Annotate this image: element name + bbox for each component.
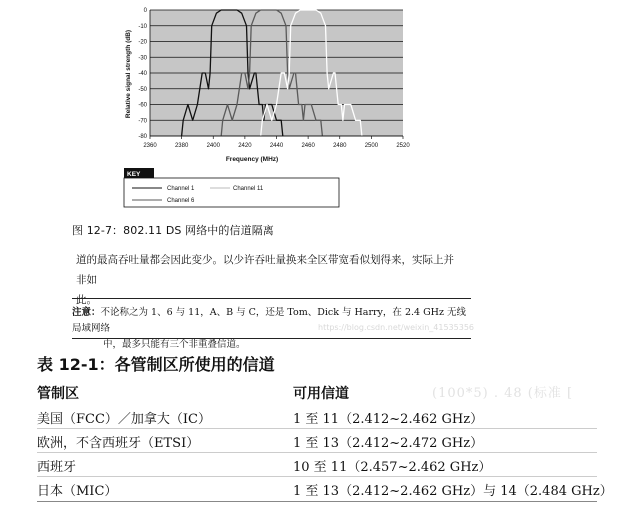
table-cell-region: 西班牙 [37, 460, 77, 475]
note-line: 不论称之为 1、6 与 11，A、B 与 C，还是 Tom、Dick 与 Harry，在 2.4 GHz 无线局域网络 [72, 307, 466, 334]
x-tick-label: 2380 [174, 143, 189, 149]
y-tick-label: 0 [143, 8, 147, 14]
table-cell-channels: 1 至 13（2.412~2.472 GHz） [293, 436, 484, 451]
table-row-separator [37, 476, 597, 477]
legend-key [124, 168, 339, 207]
table-header-channels: 可用信道 [293, 386, 349, 402]
table-title: 表 12-1：各管制区所使用的信道 [37, 355, 275, 374]
note-top-rule [72, 298, 471, 299]
x-tick-label: 2480 [333, 143, 347, 149]
x-tick-label: 2520 [396, 143, 410, 149]
table-row-separator [37, 428, 597, 429]
table-cell-channels: 1 至 11（2.412~2.462 GHz） [293, 412, 484, 427]
legend-key-title: KEY [127, 171, 141, 178]
table-bottom-rule [37, 501, 597, 502]
y-tick-label: -40 [138, 71, 147, 77]
x-tick-label: 2360 [143, 143, 157, 149]
table-cell-channels: 10 至 11（2.457~2.462 GHz） [293, 460, 492, 475]
ghost-text: (100*5) . 48 (标准 [ [432, 386, 574, 401]
x-tick-label: 2420 [238, 143, 252, 149]
table-row [0, 480, 637, 502]
table-header-region: 管制区 [37, 386, 79, 402]
table-row-separator [37, 452, 597, 453]
legend-label-channel-6: Channel 6 [167, 198, 195, 204]
table-cell-channels: 1 至 13（2.412~2.462 GHz）与 14（2.484 GHz） [293, 484, 613, 499]
note-bottom-rule [72, 338, 471, 339]
legend-label-channel-1: Channel 1 [167, 186, 195, 192]
body-line: 道的最高吞吐量都会因此变少。以少许吞吐量换来全区带宽看似划得来，实际上并非如 [76, 254, 454, 286]
y-tick-label: -50 [138, 86, 147, 93]
y-tick-label: -60 [138, 102, 147, 109]
channel-separation-chart [70, 0, 510, 210]
note-line: 中，最多只能有三个非重叠信道。 [103, 339, 246, 350]
body-paragraph [76, 250, 456, 310]
y-tick-label: -30 [138, 55, 147, 62]
y-tick-label: -70 [138, 118, 147, 125]
legend-label-channel-11: Channel 11 [233, 186, 264, 192]
table-row [0, 408, 637, 430]
figure-caption: 图 12-7：802.11 DS 网络中的信道隔离 [72, 224, 274, 237]
y-tick-label: -10 [138, 23, 147, 30]
table-cell-region: 美国（FCC）／加拿大（IC） [37, 412, 211, 427]
x-tick-label: 2400 [206, 143, 220, 149]
note-label: 注意： [72, 307, 101, 318]
y-axis-label: Relative signal strength (dB) [125, 29, 132, 119]
table-row [0, 456, 637, 478]
body-line: 此。 [76, 294, 97, 306]
x-tick-label: 2460 [301, 143, 315, 149]
table-cell-region: 欧洲，不含西班牙（ETSI） [37, 436, 200, 451]
x-tick-label: 2440 [269, 143, 284, 149]
y-tick-label: -80 [138, 134, 147, 140]
watermark-url: https://blog.csdn.net/weixin_41535356 [318, 323, 475, 332]
y-tick-label: -20 [138, 39, 147, 46]
x-tick-label: 2500 [364, 143, 379, 149]
x-axis-label: Frequency (MHz) [225, 156, 279, 163]
table-cell-region: 日本（MIC） [37, 484, 118, 499]
table-row [0, 432, 637, 454]
